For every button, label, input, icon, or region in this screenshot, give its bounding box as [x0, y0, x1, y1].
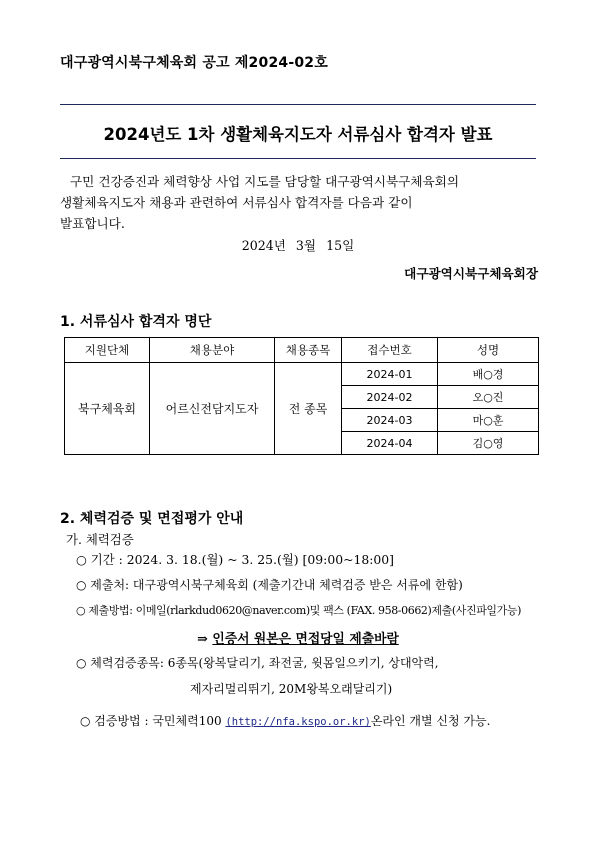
cell-name: 마○훈: [438, 409, 539, 432]
submission-place: ○ 제출처: 대구광역시북구체육회 (제출기간내 체력검증 받은 서류에 한함): [76, 578, 463, 592]
page-title: 2024년도 1차 생활체육지도자 서류심사 합격자 발표: [103, 125, 493, 144]
fitness-period: ○ 기간 : 2024. 3. 18.(월) ~ 3. 25.(월) [09:00~18:00]: [76, 552, 395, 567]
header-field: 채용분야: [150, 338, 275, 363]
header-org: 지원단체: [65, 338, 150, 363]
verify-suffix: 온라인 개별 신청 가능.: [370, 714, 491, 728]
title-bottom-rule: [60, 158, 536, 159]
cell-sport: 전 종목: [275, 363, 342, 455]
issuer-name: 대구광역시북구체육회장: [404, 266, 538, 281]
intro-line: 생활체육지도자 채용과 관련하여 서류심사 합격자를 다음과 같이: [60, 195, 413, 210]
notice-number: 대구광역시북구체육회 공고 제2024-02호: [60, 55, 328, 71]
verify-link[interactable]: (http://nfa.kspo.or.kr): [225, 716, 371, 728]
intro-line: 발표합니다.: [60, 216, 125, 231]
fitness-items-line1: ○ 체력검증종목: 6종목(왕복달리기, 좌전굴, 윗몸일으키기, 상대악력,: [76, 656, 439, 670]
applicant-table: [64, 337, 539, 455]
verification-method: [80, 712, 490, 729]
title-top-rule: [60, 104, 536, 105]
cell-name: 김○영: [438, 432, 539, 455]
cell-org: 북구체육회: [65, 363, 150, 455]
header-name: 성명: [438, 338, 539, 363]
intro-line: 구민 건강증진과 체력향상 사업 지도를 담당할 대구광역시북구체육회의: [70, 174, 459, 189]
cell-number: 2024-02: [342, 386, 438, 409]
cell-name: 배○경: [438, 363, 539, 386]
header-number: 접수번호: [342, 338, 438, 363]
cell-number: 2024-01: [342, 363, 438, 386]
verify-prefix: ○ 검증방법 : 국민체력100: [80, 714, 222, 728]
table-row: [65, 363, 539, 386]
table-header-row: [65, 338, 539, 363]
fitness-subheading: 가. 체력검증: [66, 532, 134, 547]
cell-number: 2024-04: [342, 432, 438, 455]
fitness-items-line2: 제자리멀리뛰기, 20M왕복오래달리기): [190, 682, 393, 696]
cell-field: 어르신전담지도자: [150, 363, 275, 455]
section2-heading: 2. 체력검증 및 면접평가 안내: [60, 511, 244, 527]
submission-method: ○ 제출방법: 이메일(rlarkdud0620@naver.com)및 팩스 (FAX. 958-0662)제출(사진파일가능): [76, 604, 522, 617]
intro-paragraph: [60, 171, 540, 234]
announcement-date: 2024년 3월 15일: [241, 238, 355, 253]
header-sport: 채용종목: [275, 338, 342, 363]
cell-number: 2024-03: [342, 409, 438, 432]
arrow-icon: ⇒: [197, 632, 208, 647]
cell-name: 오○진: [438, 386, 539, 409]
section1-heading: 1. 서류심사 합격자 명단: [60, 314, 212, 330]
original-certificate-note: [60, 628, 536, 647]
emphasis-text: 인증서 원본은 면접당일 제출바람: [212, 632, 399, 647]
